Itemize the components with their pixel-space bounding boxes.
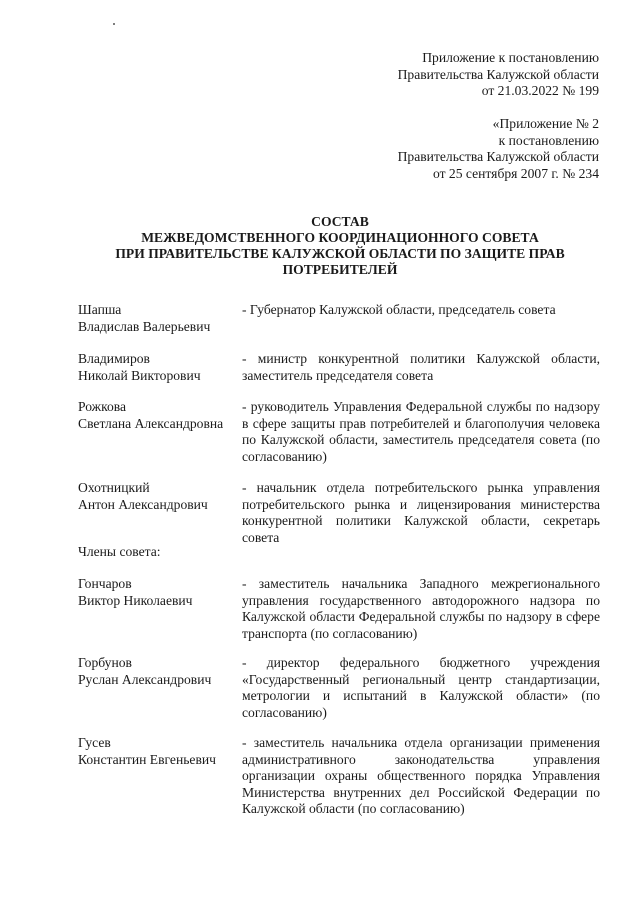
given-name: Светлана Александровна [78, 415, 224, 431]
original-appendix-line: «Приложение № 2 [492, 116, 599, 131]
original-appendix-header [398, 116, 599, 182]
title-line: ПОТРЕБИТЕЛЕЙ [282, 262, 398, 277]
document-title [60, 214, 620, 278]
person-name [78, 655, 238, 688]
person-name [78, 302, 238, 335]
appendix-line: Правительства Калужской области [397, 66, 599, 82]
title-line: СОСТАВ [311, 214, 369, 229]
appendix-line: от 21.03.2022 № 199 [481, 83, 599, 98]
person-name [78, 480, 238, 513]
original-appendix-line: от 25 сентября 2007 г. № 234 [432, 165, 599, 181]
title-line: МЕЖВЕДОМСТВЕННОГО КООРДИНАЦИОННОГО СОВЕТА [141, 230, 539, 245]
person-role: - Губернатор Калужской области, председатель совета [242, 302, 556, 317]
person-role: - начальник отдела потребительского рынка управления потребительского рынка и лицензирования министерства конкурентной политики Калужской области, секретарь совета [242, 480, 600, 545]
given-name: Виктор Николаевич [78, 592, 193, 608]
surname: Гусев [78, 735, 111, 750]
original-appendix-line: Правительства Калужской области [397, 149, 599, 164]
surname: Шапша [78, 302, 122, 317]
surname: Рожкова [78, 399, 127, 414]
person-role: - министр конкурентной политики Калужской области, заместитель председателя совета [242, 351, 600, 383]
person-name [78, 399, 238, 432]
appendix-line: Приложение к постановлению [422, 50, 599, 65]
person-name [78, 576, 238, 609]
surname: Горбунов [78, 655, 132, 670]
given-name: Руслан Александрович [78, 671, 212, 687]
person-role: - заместитель начальника Западного межрегионального управления государственного автодорожного надзора по Калужской области Федеральной службы по надзору в сфере транспорта (по согласованию) [242, 576, 600, 641]
surname: Охотницкий [78, 480, 150, 495]
title-line: ПРИ ПРАВИТЕЛЬСТВЕ КАЛУЖСКОЙ ОБЛАСТИ ПО ЗАЩИТЕ ПРАВ [115, 246, 565, 261]
given-name: Константин Евгеньевич [78, 751, 216, 767]
person-role: - директор федерального бюджетного учреждения «Государственный региональный центр стандартизации, метрологии и испытаний в Калужской области» (по согласованию) [242, 655, 600, 720]
appendix-header [398, 50, 599, 100]
given-name: Николай Викторович [78, 367, 201, 383]
person-name [78, 351, 238, 384]
person-role: - руководитель Управления Федеральной службы по надзору в сфере защиты прав потребителей и благополучия человека по Калужской области, заместитель председателя совета (по согласованию) [242, 399, 600, 464]
person-name [78, 735, 238, 768]
original-appendix-line: к постановлению [498, 132, 599, 148]
members-label: Члены совета: [78, 544, 161, 559]
given-name: Антон Александрович [78, 496, 208, 512]
person-role: - заместитель начальника отдела организации применения административного законодательства управления организации охраны общественного порядка Управления Министерства внутренних дел Российской Федерации по Калужской области (по согласованию) [242, 735, 600, 816]
surname: Гончаров [78, 576, 132, 591]
scan-speck [113, 23, 115, 25]
surname: Владимиров [78, 351, 150, 366]
given-name: Владислав Валерьевич [78, 318, 211, 334]
